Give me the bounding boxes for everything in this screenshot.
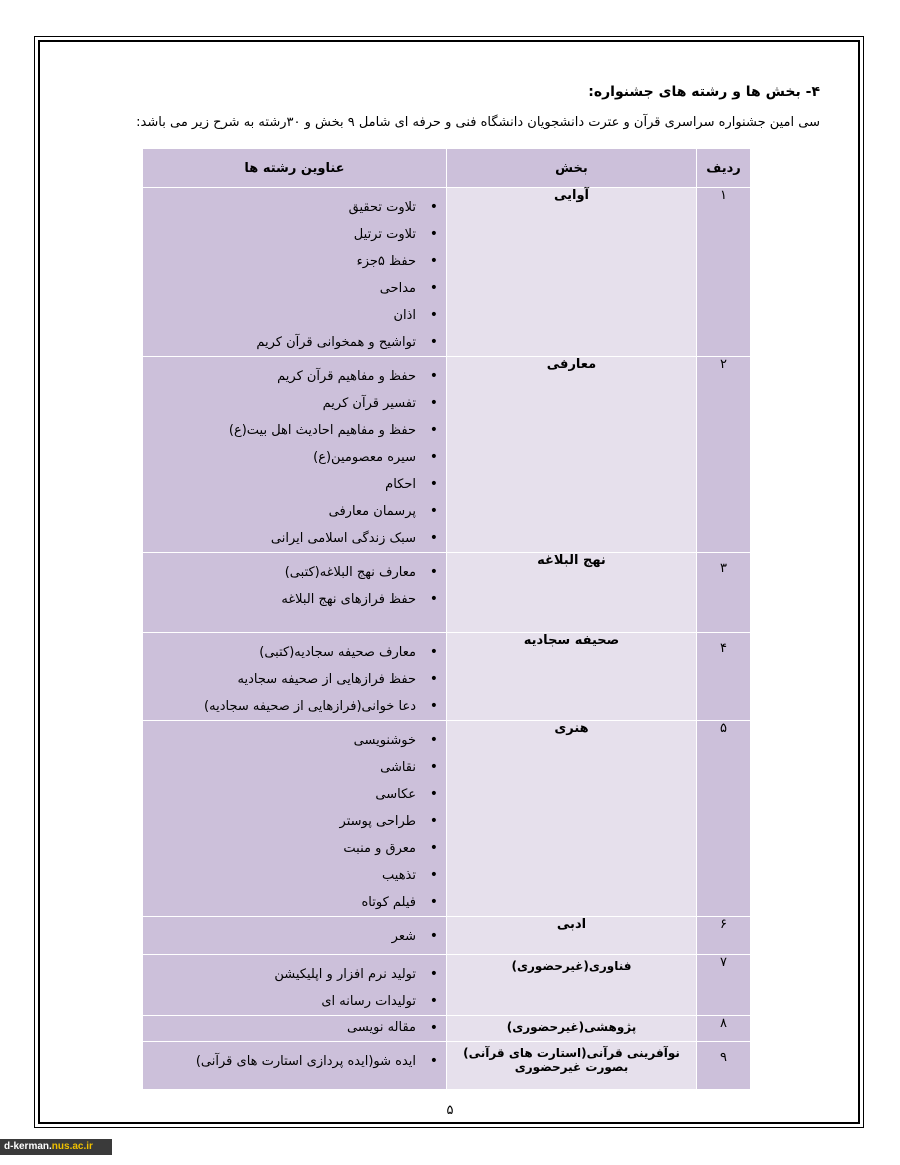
row-number: ۶	[697, 917, 751, 955]
section-name: ادبی	[447, 917, 697, 955]
table-header-row	[143, 149, 751, 188]
table-row	[143, 633, 751, 721]
list-item: • حفظ فرازهای نهج البلاغه	[143, 586, 416, 613]
list-item: • پرسمان معارفی	[143, 498, 416, 525]
list-item: • معرق و منبت	[143, 835, 416, 862]
topics-cell	[143, 553, 447, 633]
row-number: ۳	[697, 553, 751, 633]
list-item: • شعر	[143, 923, 416, 950]
header-section: بخش	[447, 149, 697, 188]
list-item: • حفظ و مفاهیم احادیث اهل بیت(ع)	[143, 417, 416, 444]
table-row	[143, 553, 751, 633]
table-row	[143, 1042, 751, 1090]
list-item: • حفظ فرازهایی از صحیفه سجادیه	[143, 666, 416, 693]
intro-paragraph: سی امین جشنواره سراسری قرآن و عترت دانشجویان دانشگاه فنی و حرفه ای شامل ۹ بخش و ۳۰رشته به شرح زیر می باشد:	[136, 115, 820, 130]
section-name: نهج البلاغه	[447, 553, 697, 633]
topics-cell	[143, 917, 447, 955]
topics-list	[143, 1042, 446, 1075]
topics-list	[143, 633, 446, 720]
list-item: • مداحی	[143, 275, 416, 302]
site-badge-domain: nus.ac.ir	[51, 1141, 93, 1152]
festival-sections-table	[142, 148, 751, 1090]
topics-cell	[143, 955, 447, 1016]
list-item: • حفظ ۵جزء	[143, 248, 416, 275]
list-item: • حفظ و مفاهیم قرآن کریم	[143, 363, 416, 390]
section-name: آوایی	[447, 188, 697, 357]
list-item: • سبک زندگی اسلامی ایرانی	[143, 525, 416, 552]
list-item: • تواشیح و همخوانی قرآن کریم	[143, 329, 416, 356]
list-item: • معارف نهج البلاغه(کتبی)	[143, 559, 416, 586]
list-item: • اذان	[143, 302, 416, 329]
page-number: ۵	[446, 1103, 454, 1118]
topics-list	[143, 553, 446, 613]
list-item: • تفسیر قرآن کریم	[143, 390, 416, 417]
list-item: • خوشنویسی	[143, 727, 416, 754]
topics-list	[143, 1016, 446, 1040]
topics-list	[143, 357, 446, 552]
topics-list	[143, 721, 446, 916]
topics-cell	[143, 721, 447, 917]
site-badge-prefix: d-kerman.	[4, 1141, 52, 1152]
list-item: • مقاله نویسی	[143, 1016, 416, 1040]
section-name: صحیفه سجادیه	[447, 633, 697, 721]
topics-cell	[143, 633, 447, 721]
header-row-number: ردیف	[697, 149, 751, 188]
section-heading: ۴- بخش ها و رشته های جشنواره:	[588, 84, 820, 100]
topics-list	[143, 188, 446, 356]
row-number: ۲	[697, 357, 751, 553]
site-badge[interactable]	[0, 1139, 112, 1155]
table-row	[143, 721, 751, 917]
list-item: • طراحی پوستر	[143, 808, 416, 835]
list-item: • عکاسی	[143, 781, 416, 808]
table-row	[143, 917, 751, 955]
row-number: ۷	[697, 955, 751, 1016]
row-number: ۴	[697, 633, 751, 721]
list-item: • معارف صحیفه سجادیه(کتبی)	[143, 639, 416, 666]
table-row	[143, 1016, 751, 1042]
table-row	[143, 955, 751, 1016]
section-name: پژوهشی(غیرحضوری)	[447, 1016, 697, 1042]
list-item: • تلاوت ترتیل	[143, 221, 416, 248]
section-name: هنری	[447, 721, 697, 917]
topics-cell	[143, 1042, 447, 1090]
topics-cell	[143, 188, 447, 357]
list-item: • نقاشی	[143, 754, 416, 781]
table-row	[143, 357, 751, 553]
topics-cell	[143, 357, 447, 553]
section-name: نوآفرینی قرآنی(استارت های قرآنی) بصورت غیرحضوری	[447, 1042, 697, 1090]
header-topics: عناوین رشته ها	[143, 149, 447, 188]
table-row	[143, 188, 751, 357]
topics-list	[143, 917, 446, 950]
list-item: • فیلم کوتاه	[143, 889, 416, 916]
row-number: ۵	[697, 721, 751, 917]
section-name: فناوری(غیرحضوری)	[447, 955, 697, 1016]
topics-cell	[143, 1016, 447, 1042]
list-item: • احکام	[143, 471, 416, 498]
list-item: • دعا خوانی(فرازهایی از صحیفه سجادیه)	[143, 693, 416, 720]
list-item: • تذهیب	[143, 862, 416, 889]
row-number: ۸	[697, 1016, 751, 1042]
topics-list	[143, 955, 446, 1015]
list-item: • تولیدات رسانه ای	[143, 988, 416, 1015]
row-number: ۱	[697, 188, 751, 357]
list-item: • تلاوت تحقیق	[143, 194, 416, 221]
list-item: • سیره معصومین(ع)	[143, 444, 416, 471]
row-number: ۹	[697, 1042, 751, 1090]
list-item: • تولید نرم افزار و اپلیکیشن	[143, 961, 416, 988]
list-item: • ایده شو(ایده پردازی استارت های قرآنی)	[143, 1048, 416, 1075]
section-name: معارفی	[447, 357, 697, 553]
